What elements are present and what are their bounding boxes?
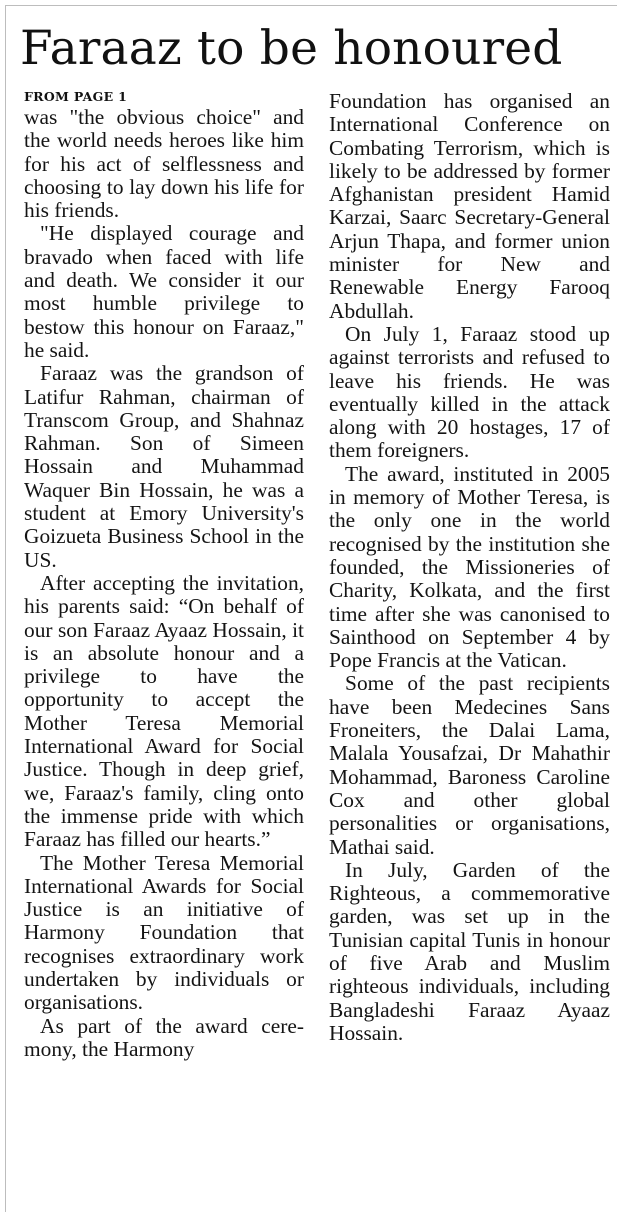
paragraph: The Mother Teresa Memorial International Awards for Social Justice is an initiative of Harmony Foundation that recognises extraordinary work undertaken by individuals or organisations. xyxy=(24,850,304,1015)
headline: Faraaz to be honoured xyxy=(20,21,563,76)
paragraph: Foundation has organised an International Conference on Combating Terrorism, which is likely to be addressed by former Afghanistan president Hamid Karzai, Saarc Secretary-General Arjun Thapa, and former union minister for New and Renewable Energy Farooq Abdullah. xyxy=(329,89,610,323)
paragraph: The award, instituted in 2005 in memory of Mother Teresa, is the only one in the world recognised by the institution she founded, the Missioneries of Charity, Kolkata, and the first time after she was canonised to Sainthood on September 4 by Pope Francis at the Vatican. xyxy=(329,461,610,673)
right-column xyxy=(329,90,610,1045)
paragraph: As part of the award ceremony, the Harmony xyxy=(24,1013,304,1061)
continuation-kicker: FROM PAGE 1 xyxy=(24,89,128,104)
paragraph: On July 1, Faraaz stood up against terrorists and refused to leave his friends. He was eventually killed in the attack along with 20 hostages, 17 of them foreigners. xyxy=(329,321,610,463)
paragraph: In July, Garden of the Righteous, a commemorative garden, was set up in the Tunisian capital Tunis in honour of five Arab and Muslim righteous individuals, including Bangladeshi Faraaz Ayaaz Hossain. xyxy=(329,857,610,1045)
paragraph: After accepting the invitation, his parents said: “On behalf of our son Faraaz Ayaaz Hossain, it is an absolute honour and a privilege to have the opportunity to accept the Mother Teresa Memorial International Award for Social Justice. Though in deep grief, we, Faraaz's family, cling onto the immense pride with which Faraaz has filled our hearts.” xyxy=(24,570,304,852)
newspaper-clipping xyxy=(5,5,617,1212)
paragraph: "He displayed courage and bravado when faced with life and death. We consider it our most humble privilege to bestow this honour on Faraaz," he said. xyxy=(24,221,304,362)
paragraph: Faraaz was the grandson of Latifur Rahman, chairman of Transcom Group, and Shahnaz Rahman. Son of Simeen Hossain and Muhammad Waquer Bin Hossain, he was a student at Emory University's Goizueta Business School in the US. xyxy=(24,361,304,572)
paragraph: was "the obvious choice" and the world needs heroes like him for his act of selflessness and choosing to lay down his life for his friends. xyxy=(24,105,304,223)
left-column xyxy=(24,90,304,1061)
paragraph: Some of the past recipients have been Medecines Sans Froneiters, the Dalai Lama, Malala Yousafzai, Dr Mahathir Mohammad, Baroness Caroline Cox and other global personalities or organisations, Mathai said. xyxy=(329,671,610,859)
